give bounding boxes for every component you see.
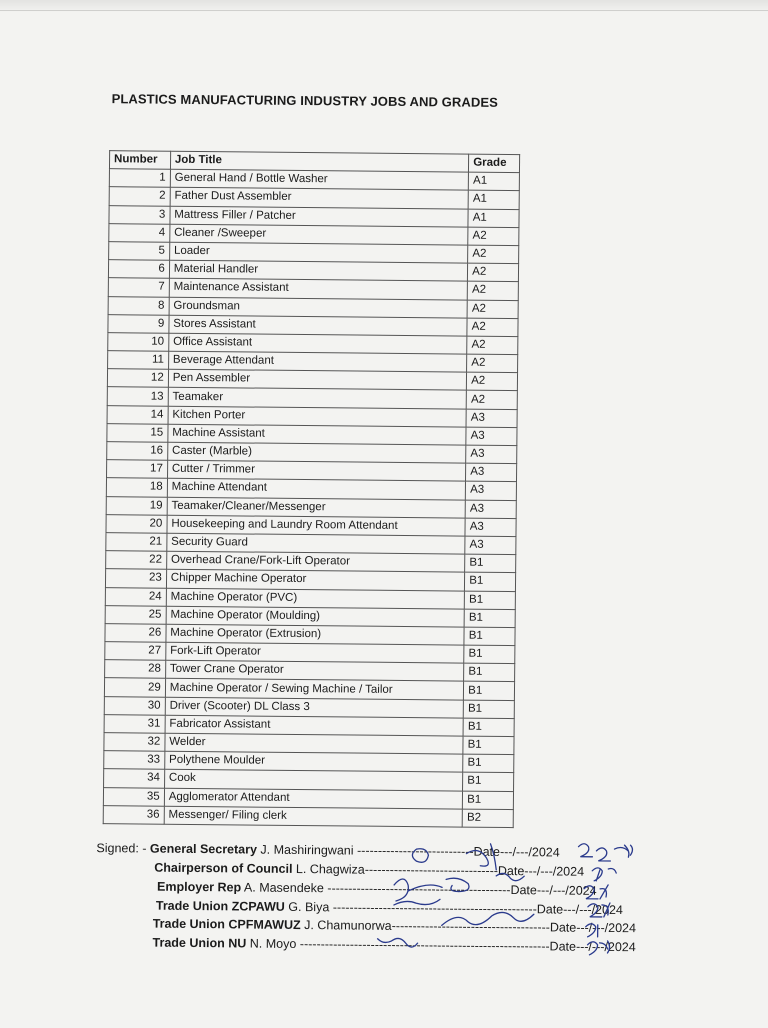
job-title-cell: Cutter / Trimmer bbox=[167, 460, 466, 481]
job-title-cell: General Hand / Bottle Washer bbox=[170, 169, 469, 190]
row-number: 36 bbox=[103, 805, 164, 824]
grade-cell: A2 bbox=[467, 300, 518, 319]
job-title-cell: Father Dust Assembler bbox=[170, 188, 469, 209]
grade-cell: B1 bbox=[465, 554, 516, 573]
row-number: 5 bbox=[109, 242, 170, 261]
row-number: 2 bbox=[109, 187, 170, 206]
grade-cell: A2 bbox=[467, 336, 518, 355]
grade-cell: B1 bbox=[465, 572, 516, 591]
job-title-cell: Housekeeping and Laundry Room Attendant bbox=[167, 515, 466, 536]
job-title-cell: Fabricator Assistant bbox=[165, 715, 464, 736]
job-title-cell: Teamaker/Cleaner/Messenger bbox=[167, 497, 466, 518]
row-number: 15 bbox=[107, 423, 168, 442]
grade-cell: A2 bbox=[468, 263, 519, 282]
signature-date: Date---/---/2024 bbox=[549, 920, 637, 936]
job-title-cell: Machine Assistant bbox=[168, 424, 467, 445]
signatory-name: J. Mashiringwani bbox=[260, 842, 354, 858]
table-row bbox=[103, 805, 513, 827]
job-title-cell: Machine Attendant bbox=[167, 479, 466, 500]
row-number: 12 bbox=[107, 369, 168, 388]
signed-prefix: Signed: - bbox=[96, 841, 147, 856]
signatory-role: Trade Union ZCPAWU bbox=[155, 898, 285, 914]
grade-cell: A3 bbox=[465, 500, 516, 519]
job-title-cell: Caster (Marble) bbox=[167, 442, 466, 463]
job-title-cell: Messenger/ Filing clerk bbox=[164, 806, 463, 827]
header-grade: Grade bbox=[469, 154, 520, 173]
signatory-role: Trade Union CPFMAWUZ bbox=[152, 916, 301, 933]
grade-cell: A2 bbox=[466, 391, 517, 410]
signature-line-general-secretary bbox=[96, 840, 559, 860]
job-title-cell: Maintenance Assistant bbox=[169, 279, 468, 300]
grade-cell: B1 bbox=[463, 772, 514, 791]
row-number: 18 bbox=[106, 478, 167, 497]
signature-dashes: ---------------------------- bbox=[356, 843, 474, 859]
job-title-cell: Tower Crane Operator bbox=[165, 660, 464, 681]
row-number: 3 bbox=[109, 205, 170, 224]
signatory-role: Trade Union NU bbox=[152, 935, 247, 951]
row-number: 23 bbox=[105, 569, 166, 588]
signatory-name: N. Moyo bbox=[249, 936, 297, 951]
signature-date: Date---/---/2024 bbox=[549, 939, 636, 955]
row-number: 4 bbox=[109, 223, 170, 242]
job-title-cell: Cook bbox=[164, 770, 463, 791]
grade-cell: B1 bbox=[464, 591, 515, 610]
row-number: 25 bbox=[105, 605, 166, 624]
row-number: 31 bbox=[104, 714, 165, 733]
row-number: 20 bbox=[106, 514, 167, 533]
row-number: 7 bbox=[108, 278, 169, 297]
signature-line-cpfmawuz bbox=[153, 916, 636, 937]
row-number: 10 bbox=[108, 333, 169, 352]
grade-cell: B1 bbox=[463, 736, 514, 755]
grade-cell: A3 bbox=[466, 445, 517, 464]
row-number: 11 bbox=[108, 351, 169, 370]
row-number: 32 bbox=[104, 733, 165, 752]
job-title-cell: Driver (Scooter) DL Class 3 bbox=[165, 697, 464, 718]
grade-cell: A3 bbox=[465, 518, 516, 537]
signature-date: Date---/---/2024 bbox=[497, 863, 585, 879]
grade-cell: A2 bbox=[467, 354, 518, 373]
signature-line-nu bbox=[152, 935, 635, 956]
document-title: PLASTICS MANUFACTURING INDUSTRY JOBS AND GRADES bbox=[111, 91, 499, 110]
grade-cell: B1 bbox=[464, 627, 515, 646]
row-number: 21 bbox=[106, 533, 167, 552]
grade-cell: A3 bbox=[466, 427, 517, 446]
signature-dashes: ------------------------------------------------------------ bbox=[299, 937, 550, 954]
job-title-cell: Pen Assembler bbox=[168, 369, 467, 390]
grade-cell: A2 bbox=[467, 281, 518, 300]
row-number: 6 bbox=[108, 260, 169, 279]
grade-cell: B1 bbox=[464, 645, 515, 664]
row-number: 28 bbox=[105, 660, 166, 679]
jobs-grades-table bbox=[103, 150, 520, 828]
row-number: 14 bbox=[107, 405, 168, 424]
row-number: 1 bbox=[109, 169, 170, 188]
job-title-cell: Machine Operator / Sewing Machine / Tailor bbox=[165, 679, 464, 700]
job-title-cell: Loader bbox=[169, 242, 468, 263]
grade-cell: B1 bbox=[463, 700, 514, 719]
grade-cell: B1 bbox=[463, 718, 514, 737]
row-number: 33 bbox=[104, 751, 165, 770]
row-number: 34 bbox=[104, 769, 165, 788]
table-body bbox=[103, 169, 519, 828]
grade-cell: A1 bbox=[468, 209, 519, 228]
row-number: 29 bbox=[104, 678, 165, 697]
signature-line-chairperson bbox=[154, 860, 584, 880]
job-title-cell: Polythene Moulder bbox=[164, 751, 463, 772]
grade-cell: B2 bbox=[462, 809, 513, 828]
row-number: 26 bbox=[105, 624, 166, 643]
signature-dashes: -------------------------------- bbox=[364, 862, 499, 878]
signatory-role: Chairperson of Council bbox=[154, 860, 293, 876]
signatory-name: G. Biya bbox=[288, 899, 330, 915]
grade-cell: A1 bbox=[468, 190, 519, 209]
job-title-cell: Kitchen Porter bbox=[168, 406, 467, 427]
row-number: 8 bbox=[108, 296, 169, 315]
signatory-role: Employer Rep bbox=[157, 879, 242, 895]
job-title-cell: Machine Operator (Moulding) bbox=[166, 606, 465, 627]
grade-cell: B1 bbox=[463, 754, 514, 773]
header-number: Number bbox=[109, 151, 170, 170]
grade-cell: A2 bbox=[467, 372, 518, 391]
signature-line-zcpawu bbox=[156, 898, 623, 918]
job-title-cell: Fork-Lift Operator bbox=[166, 642, 465, 663]
job-title-cell: Teamaker bbox=[168, 388, 467, 409]
job-title-cell: Overhead Crane/Fork-Lift Operator bbox=[166, 551, 465, 572]
grade-cell: A1 bbox=[468, 172, 519, 191]
signature-line-employer-rep bbox=[157, 879, 597, 899]
job-title-cell: Machine Operator (Extrusion) bbox=[166, 624, 465, 645]
grade-cell: A3 bbox=[466, 409, 517, 428]
job-title-cell: Security Guard bbox=[167, 533, 466, 554]
grade-cell: A3 bbox=[465, 536, 516, 555]
signature-date: Date---/---/2024 bbox=[473, 844, 560, 860]
job-title-cell: Mattress Filler / Patcher bbox=[170, 206, 469, 227]
job-title-cell: Agglomerator Attendant bbox=[164, 788, 463, 809]
job-title-cell: Groundsman bbox=[169, 297, 468, 318]
grade-cell: A2 bbox=[468, 245, 519, 264]
row-number: 24 bbox=[105, 587, 166, 606]
row-number: 22 bbox=[106, 551, 167, 570]
job-title-cell: Material Handler bbox=[169, 260, 468, 281]
job-title-cell: Machine Operator (PVC) bbox=[166, 588, 465, 609]
job-title-cell: Office Assistant bbox=[169, 333, 468, 354]
grade-cell: B1 bbox=[464, 609, 515, 628]
grade-cell: A2 bbox=[467, 318, 518, 337]
row-number: 17 bbox=[107, 460, 168, 479]
signatory-name: A. Masendeke bbox=[243, 880, 324, 896]
signature-dashes: ------------------------------------------------- bbox=[332, 900, 537, 917]
signature-block bbox=[0, 839, 765, 955]
grade-cell: A3 bbox=[466, 481, 517, 500]
job-title-cell: Stores Assistant bbox=[169, 315, 468, 336]
job-title-cell: Beverage Attendant bbox=[168, 351, 467, 372]
signature-date: Date---/---/2024 bbox=[536, 902, 623, 918]
grade-cell: B1 bbox=[464, 682, 515, 701]
row-number: 30 bbox=[104, 696, 165, 715]
signatory-name: J. Chamunorwa bbox=[304, 918, 392, 933]
row-number: 13 bbox=[107, 387, 168, 406]
signature-dashes: -------------------------------------- bbox=[391, 918, 550, 935]
signatory-role: General Secretary bbox=[149, 841, 258, 857]
row-number: 27 bbox=[105, 642, 166, 661]
row-number: 19 bbox=[106, 496, 167, 515]
grade-cell: A3 bbox=[466, 463, 517, 482]
row-number: 35 bbox=[103, 787, 164, 806]
header-job-title: Job Title bbox=[170, 151, 469, 172]
row-number: 9 bbox=[108, 314, 169, 333]
date-mark-1 bbox=[578, 844, 632, 862]
grade-cell: B1 bbox=[464, 663, 515, 682]
job-title-cell: Chipper Machine Operator bbox=[166, 570, 465, 591]
job-title-cell: Cleaner /Sweeper bbox=[170, 224, 469, 245]
date-mark-2 bbox=[592, 868, 616, 881]
job-title-cell: Welder bbox=[165, 733, 464, 754]
signatory-name: L. Chagwiza bbox=[295, 861, 365, 877]
grade-cell: A2 bbox=[468, 227, 519, 246]
signature-date: Date---/---/2024 bbox=[510, 883, 597, 898]
row-number: 16 bbox=[107, 442, 168, 461]
signature-dashes: -------------------------------------------- bbox=[327, 881, 511, 898]
grade-cell: B1 bbox=[463, 791, 514, 810]
